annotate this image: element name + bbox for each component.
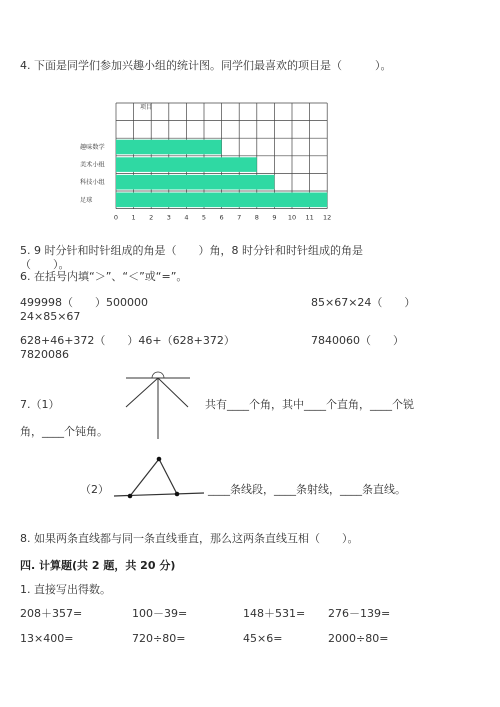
- q7-label2: （2）: [80, 483, 109, 496]
- x-tick-label: 0: [113, 213, 119, 222]
- q7-label1: 7.（1）: [20, 398, 60, 411]
- q6-r1-left: 499998（ ）500000: [20, 296, 148, 309]
- q7-text1: 共有____个角，其中____个直角，____个锐: [205, 398, 414, 411]
- category-label-1: 美术小组: [80, 161, 105, 169]
- category-label-0: 趣味数学: [80, 144, 105, 151]
- chart-title: 项目: [140, 104, 153, 111]
- x-tick-label: 8: [254, 213, 259, 222]
- x-tick-label: 10: [287, 213, 297, 222]
- x-tick-label: 3: [166, 213, 171, 222]
- x-tick-label: 1: [131, 213, 136, 222]
- calc-r1-c4: 276－139=: [328, 607, 391, 620]
- q7-angles-figure: [118, 367, 198, 442]
- q4-bar-chart: [78, 98, 338, 223]
- q8-text: 8. 如果两条直线都与同一条直线垂直，那么这两条直线互相（ ）。: [20, 532, 359, 545]
- x-tick-label: 9: [272, 213, 277, 222]
- bar-0: [116, 140, 222, 155]
- x-tick-label: 6: [219, 213, 224, 222]
- q6-r2-cont: 7820086: [20, 348, 69, 361]
- bar-1: [116, 157, 257, 172]
- q5-line2: （ ）。: [20, 258, 70, 271]
- q4-question: 4. 下面是同学们参加兴趣小组的统计图。同学们最喜欢的项目是（ ）。: [20, 59, 392, 72]
- x-tick-label: 7: [237, 213, 242, 222]
- q6-r1-cont: 24×85×67: [20, 310, 81, 323]
- q7-triangle-figure: [112, 456, 207, 506]
- q5-line1: 5. 9 时分针和时针组成的角是（ ）角，8 时分针和时针组成的角是: [20, 244, 363, 257]
- calc-r2-c2: 720÷80=: [132, 632, 186, 645]
- q7-text2: ____条线段，____条射线，____条直线。: [208, 483, 406, 496]
- bar-3: [116, 193, 327, 208]
- category-label-2: 科技小组: [80, 179, 105, 187]
- section4-sub: 1. 直接写出得数。: [20, 583, 111, 596]
- section4-title: 四. 计算题(共 2 题，共 20 分): [20, 559, 176, 572]
- q6-r2-left: 628+46+372（ ）46+（628+372）: [20, 334, 235, 347]
- q6-title: 6. 在括号内填“＞”、“＜”或“=”。: [20, 270, 188, 283]
- calc-r1-c2: 100－39=: [132, 607, 188, 620]
- x-tick-label: 5: [201, 213, 207, 222]
- q6-r2-right: 7840060（ ）: [311, 334, 404, 347]
- q6-r1-right: 85×67×24（ ）: [311, 296, 416, 309]
- bar-2: [116, 175, 274, 190]
- category-label-3: 足球: [80, 196, 93, 204]
- calc-r2-c1: 13×400=: [20, 632, 74, 645]
- x-tick-label: 11: [305, 213, 314, 222]
- x-tick-label: 2: [149, 213, 154, 222]
- calc-r2-c3: 45×6=: [243, 632, 283, 645]
- x-tick-label: 12: [323, 213, 332, 222]
- x-tick-label: 4: [184, 213, 189, 222]
- calc-r1-c1: 208＋357=: [20, 607, 83, 620]
- calc-r2-c4: 2000÷80=: [328, 632, 389, 645]
- q7-text1-cont: 角，____个钝角。: [20, 425, 108, 438]
- calc-r1-c3: 148＋531=: [243, 607, 306, 620]
